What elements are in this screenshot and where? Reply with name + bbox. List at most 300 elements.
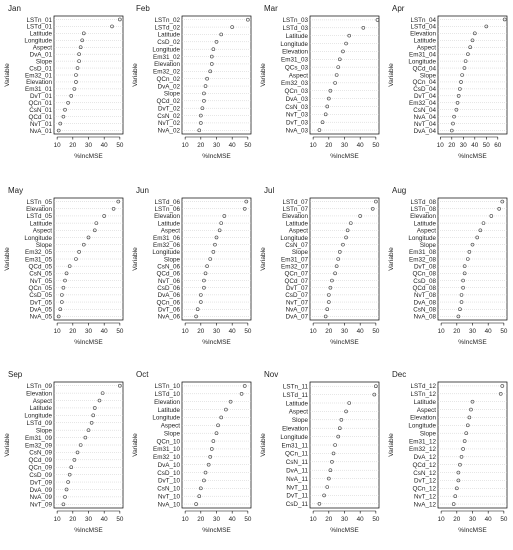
category-label: Latitude (157, 31, 180, 39)
y-axis-title: Variable (4, 247, 11, 271)
category-label: Slope (163, 430, 180, 438)
category-label: LSTd_09 (26, 420, 52, 428)
panel-oct (132, 370, 252, 534)
y-axis-title: Variable (388, 247, 395, 271)
x-axis-title: %IncMSE (458, 339, 487, 346)
category-label: LSTn_03 (282, 17, 308, 25)
category-label: CsD_07 (285, 292, 308, 300)
category-label: NvA_08 (413, 313, 436, 321)
category-label: QCd_07 (284, 277, 308, 285)
category-label: Elevation (282, 213, 308, 221)
category-label: DvA_06 (157, 292, 180, 300)
x-tick-label: 30 (340, 516, 349, 523)
y-axis-title: Variable (388, 433, 395, 457)
panel-mar (260, 4, 380, 160)
category-label: Latitude (285, 220, 308, 228)
category-label: LSTd_06 (154, 198, 180, 206)
category-label: QCd_05 (28, 263, 52, 271)
category-label: Elevation (26, 206, 52, 214)
category-label: Em31_03 (281, 56, 308, 64)
category-label: LSTn_09 (26, 383, 52, 391)
category-label: NvT_02 (157, 120, 180, 128)
category-label: QCd_01 (28, 113, 52, 121)
category-label: CsD_06 (157, 285, 180, 293)
category-label: DvT_01 (29, 93, 52, 101)
category-label: Em31_06 (153, 234, 180, 242)
category-label: CsN_05 (29, 270, 52, 278)
category-label: QCd_08 (412, 285, 436, 293)
x-tick-label: 10 (181, 328, 189, 335)
category-label: CsN_07 (285, 241, 308, 249)
category-label: DvT_03 (285, 119, 308, 127)
x-tick-label: 40 (471, 142, 479, 149)
category-label: CsN_04 (413, 107, 436, 115)
category-label: Latitude (413, 220, 436, 228)
category-label: NvA_09 (29, 494, 52, 502)
category-label: DvT_11 (286, 492, 308, 500)
category-label: Slope (419, 430, 436, 438)
x-tick-label: 50 (500, 516, 508, 523)
category-label: NvT_09 (29, 501, 52, 509)
x-axis-title: %IncMSE (330, 527, 359, 534)
category-label: NvA_01 (29, 127, 52, 135)
x-tick-label: 30 (84, 142, 93, 149)
x-tick-label: 50 (372, 516, 380, 523)
category-label: LSTn_04 (410, 16, 436, 24)
category-label: LSTd_07 (282, 198, 308, 206)
category-label: LSTn_05 (26, 198, 52, 206)
category-label: DvA_11 (286, 467, 308, 475)
category-label: NvA_10 (157, 501, 180, 509)
category-label: Longitude (24, 37, 52, 45)
category-label: NvT_03 (285, 111, 308, 119)
y-axis-title: Variable (4, 63, 11, 87)
category-label: NvT_06 (157, 277, 180, 285)
category-label: LSTd_01 (26, 23, 52, 31)
y-axis-title: Variable (132, 433, 139, 457)
x-tick-label: 30 (212, 516, 221, 523)
category-label: Latitude (29, 30, 52, 38)
x-tick-label: 30 (212, 142, 221, 149)
x-tick-label: 10 (53, 516, 61, 523)
category-label: DvA_04 (413, 127, 436, 135)
category-label: Longitude (152, 46, 180, 54)
x-tick-label: 30 (340, 142, 349, 149)
category-label: LSTd_08 (410, 198, 436, 206)
panel-aug (388, 186, 508, 346)
category-label: Em31_02 (153, 53, 180, 61)
category-label: QCn_01 (28, 100, 52, 108)
category-label: NvA_03 (285, 127, 308, 135)
x-tick-label: 50 (500, 328, 508, 335)
category-label: QCn_05 (28, 285, 52, 293)
category-label: QCn_09 (28, 464, 52, 472)
category-label: Em32_12 (409, 446, 436, 454)
x-tick-label: 50 (244, 142, 252, 149)
category-label: Aspect (32, 227, 52, 235)
category-label: CsD_08 (413, 277, 436, 285)
category-label: LSTn_06 (154, 206, 180, 214)
x-axis-title: %IncMSE (202, 339, 231, 346)
category-label: Em31_01 (25, 86, 52, 94)
category-label: Longitude (408, 58, 436, 66)
category-label: Aspect (416, 227, 436, 235)
category-label: Em31_08 (409, 249, 436, 257)
category-label: Aspect (416, 406, 436, 414)
category-label: CsD_11 (285, 501, 308, 509)
category-label: Em32_07 (281, 263, 308, 271)
x-tick-label: 20 (448, 142, 456, 149)
category-label: NvA_06 (157, 313, 180, 321)
category-label: Em32_09 (25, 442, 52, 450)
category-label: Em32_02 (153, 68, 180, 76)
category-label: Aspect (416, 44, 436, 52)
category-label: DvA_02 (157, 83, 180, 91)
category-label: NvT_07 (285, 299, 308, 307)
category-label: Em32_01 (25, 72, 52, 80)
x-axis-title: %IncMSE (330, 153, 359, 160)
category-label: Em31_12 (409, 438, 436, 446)
x-tick-label: 50 (244, 328, 252, 335)
y-axis-title: Variable (132, 63, 139, 87)
category-label: LSTd_12 (410, 383, 436, 391)
category-label: Latitude (285, 32, 308, 40)
category-label: Latitude (29, 220, 52, 228)
panel-apr (388, 4, 507, 160)
category-label: Latitude (413, 37, 436, 45)
category-label: Aspect (288, 227, 308, 235)
category-label: DvA_09 (29, 486, 52, 494)
x-tick-label: 40 (484, 516, 492, 523)
category-label: Slope (291, 417, 308, 425)
category-label: LSTn_01 (26, 16, 52, 24)
category-label: QCn_02 (156, 75, 180, 83)
x-tick-label: 30 (212, 328, 221, 335)
category-label: DvT_09 (29, 479, 52, 487)
x-tick-label: 40 (228, 142, 236, 149)
category-label: LSTd_03 (282, 25, 308, 33)
category-label: NvT_10 (157, 493, 180, 501)
x-tick-label: 40 (228, 328, 236, 335)
category-label: QCd_06 (156, 270, 180, 278)
category-label: NvT_12 (413, 493, 436, 501)
panel-dec (388, 370, 508, 534)
x-tick-label: 50 (116, 328, 124, 335)
category-label: DvT_06 (157, 306, 180, 314)
category-label: Longitude (152, 414, 180, 422)
category-label: NvA_11 (286, 475, 308, 483)
x-tick-label: 20 (197, 328, 205, 335)
category-label: QCd_04 (412, 65, 436, 73)
category-label: Latitude (285, 400, 308, 408)
category-label: CsN_10 (157, 485, 180, 493)
category-label: Em31_11 (281, 442, 308, 450)
y-axis-title: Variable (388, 63, 395, 87)
x-axis-title: %IncMSE (74, 339, 103, 346)
category-label: QCn_04 (412, 79, 436, 87)
category-label: DvT_02 (157, 105, 180, 113)
category-label: NvT_08 (413, 292, 436, 300)
category-label: Elevation (410, 414, 436, 422)
panel-title: Aug (392, 186, 407, 195)
x-axis-title: %IncMSE (458, 527, 487, 534)
category-label: DvA_08 (413, 299, 436, 307)
category-label: DvA_10 (157, 461, 180, 469)
x-tick-label: 50 (482, 142, 490, 149)
category-label: QCn_12 (412, 485, 436, 493)
category-label: Em31_10 (153, 446, 180, 454)
category-label: CsD_02 (157, 39, 180, 47)
category-label: LSTn_10 (154, 383, 180, 391)
category-label: CsN_09 (29, 449, 52, 457)
x-tick-label: 30 (459, 142, 467, 149)
category-label: Em32_06 (153, 241, 180, 249)
x-tick-label: 30 (468, 516, 477, 523)
category-label: DvA_07 (285, 313, 308, 321)
panel-sep (4, 370, 124, 534)
panel-jan (4, 4, 124, 160)
category-label: CsD_09 (29, 471, 52, 479)
category-label: Aspect (32, 44, 52, 52)
category-label: QCd_09 (28, 457, 52, 465)
x-tick-label: 10 (437, 328, 445, 335)
category-label: QCn_06 (156, 299, 180, 307)
category-label: NvA_12 (413, 501, 436, 509)
category-label: Em32_03 (281, 80, 308, 88)
category-label: Latitude (29, 405, 52, 413)
category-label: Longitude (408, 422, 436, 430)
category-label: QCn_03 (284, 88, 308, 96)
x-tick-label: 30 (468, 328, 477, 335)
category-label: LSTn_02 (154, 16, 180, 24)
category-label: DvT_08 (413, 263, 436, 271)
category-label: LSTn_07 (282, 206, 308, 214)
x-tick-label: 20 (69, 142, 77, 149)
category-label: LSTn_08 (410, 206, 436, 214)
y-axis-title: Variable (260, 433, 267, 457)
category-label: Slope (419, 241, 436, 249)
category-label: QCn_11 (285, 450, 308, 458)
category-label: QCd_12 (412, 461, 436, 469)
category-label: Em32_10 (153, 454, 180, 462)
x-tick-label: 40 (356, 516, 364, 523)
x-tick-label: 30 (84, 328, 93, 335)
x-tick-label: 50 (372, 328, 380, 335)
x-tick-label: 20 (325, 328, 333, 335)
panel-title: Oct (136, 370, 149, 379)
category-label: CsN_12 (413, 469, 436, 477)
panel-may (4, 186, 124, 346)
category-label: DvA_05 (29, 306, 52, 314)
panel-title: Jul (264, 186, 275, 195)
category-label: Elevation (282, 48, 308, 56)
y-axis-title: Variable (4, 433, 11, 457)
x-tick-label: 10 (53, 328, 61, 335)
category-label: DvA_01 (29, 51, 52, 59)
category-label: QCn_10 (156, 438, 180, 446)
x-tick-label: 40 (100, 328, 108, 335)
category-label: CsN_01 (29, 107, 52, 115)
category-label: QCs_03 (284, 64, 308, 72)
category-label: CsD_01 (29, 65, 52, 73)
category-label: CsN_06 (157, 263, 180, 271)
plot-frame (182, 16, 251, 134)
category-label: Latitude (413, 398, 436, 406)
category-label: Aspect (160, 422, 180, 430)
category-label: NvT_05 (29, 277, 52, 285)
category-label: CsN_08 (413, 306, 436, 314)
x-tick-label: 40 (356, 328, 364, 335)
x-tick-label: 30 (340, 328, 349, 335)
x-tick-label: 30 (84, 516, 93, 523)
category-label: Elevation (154, 213, 180, 221)
category-label: Elevation (26, 79, 52, 87)
category-label: LSTd_05 (26, 213, 52, 221)
category-label: Aspect (288, 408, 308, 416)
x-tick-label: 40 (100, 142, 108, 149)
panel-title: Mar (264, 4, 278, 13)
category-label: Longitude (24, 234, 52, 242)
panel-title: Jun (136, 186, 149, 195)
category-label: CsD_04 (413, 86, 436, 94)
category-label: QCn_08 (412, 270, 436, 278)
category-label: NvT_11 (286, 484, 308, 492)
category-label: DvT_05 (29, 299, 52, 307)
x-tick-label: 20 (197, 142, 205, 149)
category-label: Aspect (288, 72, 308, 80)
category-label: Em31_07 (281, 256, 308, 264)
category-label: Em31_04 (409, 51, 436, 59)
x-tick-label: 10 (53, 142, 61, 149)
x-tick-label: 50 (372, 142, 380, 149)
category-label: Aspect (32, 397, 52, 405)
category-label: NvT_04 (413, 120, 436, 128)
x-axis-title: %IncMSE (202, 153, 231, 160)
category-label: QCd_02 (156, 98, 180, 106)
category-label: Aspect (160, 227, 180, 235)
category-label: Slope (35, 427, 52, 435)
category-label: Slope (35, 58, 52, 66)
x-tick-label: 20 (453, 328, 461, 335)
x-tick-label: 10 (309, 516, 317, 523)
category-label: NvA_07 (285, 306, 308, 314)
category-label: DvT_04 (413, 93, 436, 101)
category-label: Slope (163, 256, 180, 264)
x-tick-label: 50 (244, 516, 252, 523)
category-label: Em31_09 (25, 434, 52, 442)
panel-title: Apr (392, 4, 405, 13)
x-tick-label: 20 (325, 516, 333, 523)
x-tick-label: 10 (436, 142, 444, 149)
panel-feb (132, 4, 252, 160)
panel-title: Feb (136, 4, 150, 13)
category-label: Em32_05 (25, 249, 52, 257)
category-label: Elevation (410, 30, 436, 38)
category-label: LSTd_11 (282, 391, 308, 399)
category-label: CsD_10 (157, 469, 180, 477)
panel-title: Dec (392, 370, 407, 379)
category-label: CsN_02 (157, 112, 180, 120)
category-label: QCn_07 (284, 270, 308, 278)
category-label: DvT_10 (157, 477, 180, 485)
category-label: Em31_05 (25, 256, 52, 264)
x-tick-label: 20 (197, 516, 205, 523)
panel-title: Jan (8, 4, 21, 13)
x-axis-title: %IncMSE (330, 339, 359, 346)
x-tick-label: 20 (325, 142, 333, 149)
category-label: Elevation (410, 213, 436, 221)
category-label: Em32_04 (409, 100, 436, 108)
x-tick-label: 60 (494, 142, 502, 149)
x-tick-label: 40 (100, 516, 108, 523)
x-tick-label: 10 (309, 328, 317, 335)
category-label: LSTd_04 (410, 23, 436, 31)
category-label: Longitude (280, 433, 308, 441)
category-label: Longitude (280, 40, 308, 48)
category-label: Elevation (154, 398, 180, 406)
category-label: DvT_12 (413, 477, 436, 485)
x-axis-title: %IncMSE (74, 153, 103, 160)
panel-title: May (8, 186, 24, 195)
category-label: Slope (419, 72, 436, 80)
category-label: CsD_05 (29, 292, 52, 300)
x-tick-label: 10 (181, 516, 189, 523)
category-label: Slope (35, 241, 52, 249)
category-label: LSTn_11 (282, 383, 308, 391)
category-label: DvA_03 (285, 95, 308, 103)
category-label: NvA_02 (157, 127, 180, 135)
panel-nov (260, 370, 380, 534)
category-label: Longitude (24, 412, 52, 420)
y-axis-title: Variable (132, 247, 139, 271)
x-tick-label: 10 (181, 142, 189, 149)
category-label: NvT_01 (29, 120, 52, 128)
category-label: LSTd_02 (154, 24, 180, 32)
category-label: Em32_08 (409, 256, 436, 264)
category-label: LSTd_10 (154, 391, 180, 399)
y-axis-title: Variable (260, 247, 267, 271)
plot-frame (438, 382, 507, 508)
x-tick-label: 20 (453, 516, 461, 523)
x-axis-title: %IncMSE (458, 153, 487, 160)
panel-jul (260, 186, 380, 346)
category-label: CsN_11 (285, 459, 308, 467)
category-label: Slope (163, 90, 180, 98)
panel-title: Nov (264, 370, 279, 379)
category-label: DvA_12 (413, 454, 436, 462)
category-label: NvA_04 (413, 113, 436, 121)
category-label: Latitude (157, 406, 180, 414)
x-tick-label: 40 (484, 328, 492, 335)
category-label: Longitude (408, 234, 436, 242)
category-label: DvT_07 (285, 285, 308, 293)
category-label: Longitude (152, 249, 180, 257)
x-tick-label: 50 (116, 142, 124, 149)
category-label: NvA_05 (29, 313, 52, 321)
x-tick-label: 10 (437, 516, 445, 523)
category-label: Elevation (154, 61, 180, 69)
panel-title: Sep (8, 370, 23, 379)
category-label: Longitude (280, 234, 308, 242)
x-tick-label: 40 (228, 516, 236, 523)
category-label: Elevation (282, 425, 308, 433)
x-tick-label: 10 (309, 142, 317, 149)
y-axis-title: Variable (260, 63, 267, 87)
x-tick-label: 40 (356, 142, 364, 149)
category-label: CsN_03 (285, 103, 308, 111)
category-label: Latitude (157, 220, 180, 228)
panel-jun (132, 186, 252, 346)
